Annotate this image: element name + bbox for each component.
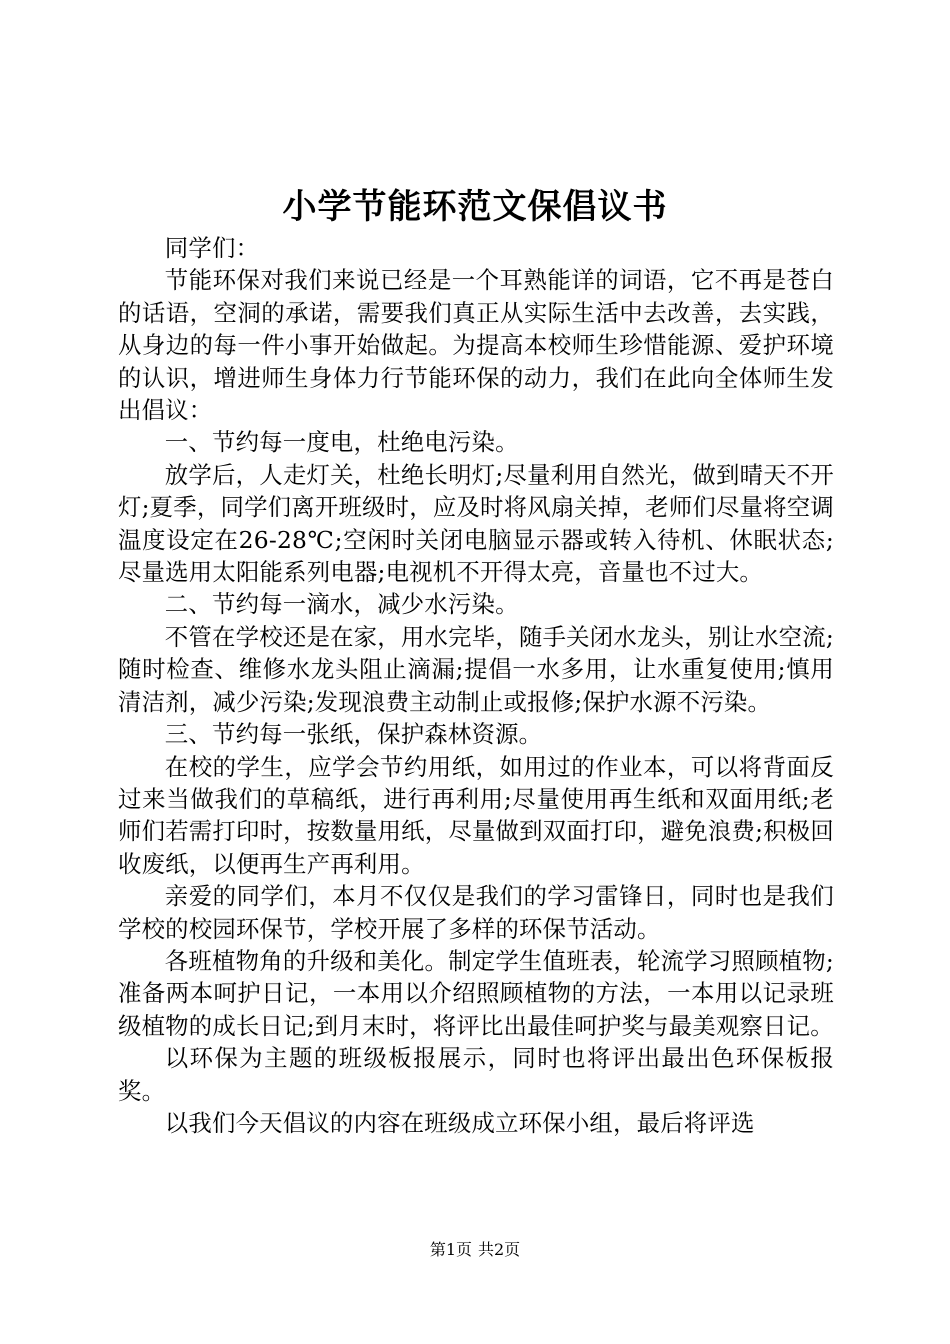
page-footer — [0, 1238, 950, 1262]
section-heading-paper: 三、节约每一张纸，保护森林资源。 — [164, 720, 543, 749]
paragraph-paper: 在校的学生，应学会节约用纸，如用过的作业本，可以将背面反过来当做我们的草稿纸，进行再利用;尽量使用再生纸和双面用纸;老师们若需打印时，按数量用纸，尽量做到双面打印，避免浪费;积极回收废纸，以便再生产再利用。 — [118, 752, 834, 878]
paragraph-environment-festival: 亲爱的同学们，本月不仅仅是我们的学习雷锋日，同时也是我们学校的校园环保节，学校开展了多样的环保节活动。 — [118, 882, 834, 943]
section-heading-water: 二、节约每一滴水，减少水污染。 — [164, 590, 519, 619]
paragraph-eco-group: 以我们今天倡议的内容在班级成立环保小组，最后将评选 — [164, 1108, 755, 1137]
page-number: 第1页 — [429, 1240, 472, 1259]
paragraph-plant-corner: 各班植物角的升级和美化。制定学生值班表，轮流学习照顾植物;准备两本呵护日记，一本用以介绍照顾植物的方法，一本用以记录班级植物的成长日记;到月末时，将评比出最佳呵护奖与最美观察日记。 — [118, 946, 834, 1040]
intro-paragraph: 节能环保对我们来说已经是一个耳熟能详的词语，它不再是苍白的话语，空洞的承诺，需要我们真正从实际生活中去改善，去实践，从身边的每一件小事开始做起。为提高本校师生珍惜能源、爱护环境的认识，增进师生身体力行节能环保的动力，我们在此向全体师生发出倡议： — [118, 266, 834, 425]
document-title: 小学节能环范文保倡议书 — [282, 187, 668, 227]
document-body — [118, 232, 834, 1139]
greeting: 同学们： — [164, 234, 260, 262]
paragraph-electricity: 放学后，人走灯关，杜绝长明灯;尽量利用自然光，做到晴天不开灯;夏季，同学们离开班级时，应及时将风扇关掉，老师们尽量将空调温度设定在26-28℃;空闲时关闭电脑显示器或转入待机、休眠状态;尽量选用太阳能系列电器;电视机不开得太亮，音量也不过大。 — [118, 460, 834, 587]
paragraph-water: 不管在学校还是在家，用水完毕，随手关闭水龙头，别让水空流;随时检查、维修水龙头阻止滴漏;提倡一水多用，让水重复使用;慎用清洁剂，减少污染;发现浪费主动制止或报修;保护水源不污染。 — [118, 622, 834, 716]
section-heading-electricity: 一、节约每一度电，杜绝电污染。 — [164, 428, 519, 457]
page-total: 共2页 — [478, 1240, 521, 1259]
paragraph-blackboard: 以环保为主题的班级板报展示，同时也将评出最出色环保板报奖。 — [118, 1044, 834, 1105]
